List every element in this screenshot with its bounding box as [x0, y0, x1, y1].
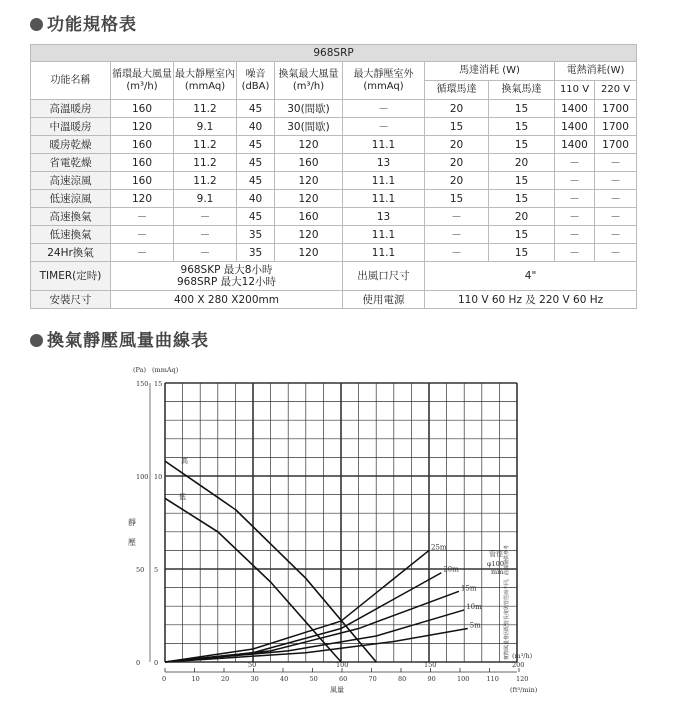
- table-cell: 120: [275, 136, 343, 154]
- table-cell: 120: [275, 226, 343, 244]
- pa-tick-label: 50: [136, 566, 145, 574]
- table-cell: －: [111, 226, 174, 244]
- spec-title-text: 功能規格表: [47, 15, 137, 35]
- power-label: 使用電源: [343, 291, 425, 309]
- header-noise: 噪音(dBA): [237, 62, 275, 100]
- table-cell: 15: [489, 226, 555, 244]
- table-cell: 15: [489, 100, 555, 118]
- table-cell: －: [555, 208, 595, 226]
- table-cell: 1700: [595, 118, 637, 136]
- pipe-label-2: φ100: [487, 560, 504, 568]
- power-value: 110 V 60 Hz 及 220 V 60 Hz: [425, 291, 637, 309]
- cfm-tick-label: 0: [162, 675, 167, 683]
- header-name: 功能名稱: [31, 62, 111, 100]
- table-cell: 11.1: [343, 172, 425, 190]
- table-cell: 40: [237, 190, 275, 208]
- table-cell: 160: [275, 154, 343, 172]
- table-cell: 15: [425, 190, 489, 208]
- table-cell: －: [111, 244, 174, 262]
- table-cell: 1400: [555, 136, 595, 154]
- timer-line-2: 968SRP 最大12小時: [176, 276, 277, 288]
- cfm-tick-label: 40: [280, 675, 289, 683]
- row-name: 低速換氣: [31, 226, 111, 244]
- pa-tick-label: 150: [136, 380, 149, 388]
- table-cell: 40: [237, 118, 275, 136]
- table-cell: 15: [489, 136, 555, 154]
- m3h-tick-label: 150: [424, 661, 437, 669]
- row-name: 24Hr換氣: [31, 244, 111, 262]
- fan-label-low: 低: [179, 493, 186, 501]
- table-cell: －: [555, 226, 595, 244]
- mmaq-unit-label: (mmAq): [152, 366, 179, 374]
- m3h-tick-label: 100: [336, 661, 349, 669]
- table-cell: 160: [275, 208, 343, 226]
- table-cell: －: [174, 208, 237, 226]
- table-cell: －: [595, 208, 637, 226]
- duct-curve-label: 10m: [466, 602, 482, 611]
- table-cell: 15: [489, 172, 555, 190]
- row-name: 高溫暖房: [31, 100, 111, 118]
- table-cell: 15: [425, 118, 489, 136]
- table-cell: 30(間歇): [275, 100, 343, 118]
- duct-curve-label: 25m: [431, 543, 447, 552]
- header-heater: 電熱消耗(W): [555, 62, 637, 81]
- row-name: 暖房乾燥: [31, 136, 111, 154]
- table-cell: －: [425, 208, 489, 226]
- table-cell: 20: [425, 154, 489, 172]
- cfm-tick-label: 70: [368, 675, 377, 683]
- table-cell: －: [343, 100, 425, 118]
- header-motor: 馬達消耗 (W): [425, 62, 555, 81]
- table-cell: 20: [425, 172, 489, 190]
- table-cell: 45: [237, 100, 275, 118]
- table-cell: 20: [425, 100, 489, 118]
- table-cell: 1700: [595, 100, 637, 118]
- table-cell: 1700: [595, 136, 637, 154]
- model-name: 968SRP: [31, 45, 637, 62]
- m3h-tick-label: 50: [248, 661, 257, 669]
- table-cell: 11.1: [343, 190, 425, 208]
- table-cell: －: [555, 172, 595, 190]
- table-cell: 45: [237, 172, 275, 190]
- table-cell: 20: [489, 208, 555, 226]
- y-axis-label-1: 靜: [128, 518, 136, 527]
- table-cell: 120: [111, 190, 174, 208]
- cfm-tick-label: 100: [457, 675, 470, 683]
- table-cell: －: [425, 226, 489, 244]
- outlet-label: 出風口尺寸: [343, 262, 425, 291]
- table-cell: －: [595, 154, 637, 172]
- table-cell: －: [174, 226, 237, 244]
- table-cell: 1400: [555, 100, 595, 118]
- header-motor-circ: 循環馬達: [425, 81, 489, 100]
- table-cell: 160: [111, 100, 174, 118]
- pa-tick-label: 100: [136, 473, 149, 481]
- table-cell: 20: [425, 136, 489, 154]
- m3h-unit-label: (m³/h): [512, 652, 533, 660]
- table-cell: 9.1: [174, 190, 237, 208]
- cfm-tick-label: 30: [250, 675, 259, 683]
- row-name: 省電乾燥: [31, 154, 111, 172]
- header-circ-air: 循環最大風量(m³/h): [111, 62, 174, 100]
- cfm-tick-label: 60: [339, 675, 348, 683]
- cfm-tick-label: 90: [427, 675, 436, 683]
- cfm-tick-label: 50: [309, 675, 318, 683]
- table-cell: 45: [237, 154, 275, 172]
- table-cell: 11.2: [174, 172, 237, 190]
- row-name: 高速涼風: [31, 172, 111, 190]
- duct-curve-label: 15m: [460, 584, 477, 593]
- table-cell: 120: [275, 190, 343, 208]
- side-note: 實際風量會因配管長度與管徑而不同，曲線圖供參考: [504, 544, 510, 660]
- table-cell: 9.1: [174, 118, 237, 136]
- header-static-out: 最大靜壓室外(mmAq): [343, 62, 425, 100]
- cfm-unit-label: (ft³/min): [510, 686, 538, 694]
- row-name: 低速涼風: [31, 190, 111, 208]
- table-cell: －: [595, 172, 637, 190]
- x-axis-label: 風量: [330, 686, 344, 694]
- table-cell: 160: [111, 136, 174, 154]
- fan-label-high: 高: [181, 457, 188, 465]
- cfm-tick-label: 120: [516, 675, 529, 683]
- m3h-tick-label: 200: [512, 661, 525, 669]
- table-cell: －: [555, 190, 595, 208]
- duct-curve-label: 5m: [469, 621, 481, 630]
- cfm-tick-label: 10: [191, 675, 200, 683]
- timer-line-1: 968SKP 最大8小時: [180, 264, 273, 276]
- header-heater-110: 110 V: [555, 81, 595, 100]
- table-cell: 15: [489, 118, 555, 136]
- header-static-in: 最大靜壓室內(mmAq): [174, 62, 237, 100]
- table-cell: 11.2: [174, 136, 237, 154]
- pipe-label-3: mm: [491, 568, 504, 576]
- table-cell: 120: [275, 244, 343, 262]
- pa-tick-label: 0: [136, 659, 141, 667]
- y-axis-label-2: 壓: [128, 538, 136, 547]
- table-cell: 35: [237, 244, 275, 262]
- table-cell: －: [111, 208, 174, 226]
- table-cell: 11.1: [343, 244, 425, 262]
- install-label: 安裝尺寸: [31, 291, 111, 309]
- table-cell: 20: [489, 154, 555, 172]
- table-cell: 15: [489, 190, 555, 208]
- table-cell: 11.1: [343, 226, 425, 244]
- mmaq-tick-label: 15: [154, 380, 163, 388]
- cfm-tick-label: 20: [221, 675, 230, 683]
- timer-label: TIMER(定時): [31, 262, 111, 291]
- row-name: 高速換氣: [31, 208, 111, 226]
- cfm-tick-label: 80: [398, 675, 407, 683]
- table-cell: 45: [237, 208, 275, 226]
- pipe-label-1: 管徑: [489, 550, 503, 558]
- curve-title-text: 換氣靜壓風量曲線表: [47, 331, 209, 351]
- header-heater-220: 220 V: [595, 81, 637, 100]
- mmaq-tick-label: 5: [154, 566, 159, 574]
- table-cell: 13: [343, 208, 425, 226]
- table-cell: 11.2: [174, 154, 237, 172]
- header-motor-vent: 換氣馬達: [489, 81, 555, 100]
- table-cell: 120: [111, 118, 174, 136]
- table-cell: 15: [489, 244, 555, 262]
- table-cell: 160: [111, 172, 174, 190]
- table-cell: －: [174, 244, 237, 262]
- cfm-tick-label: 110: [486, 675, 499, 683]
- pa-unit-label: (Pa): [133, 366, 147, 374]
- row-name: 中溫暖房: [31, 118, 111, 136]
- table-cell: 11.1: [343, 136, 425, 154]
- table-cell: －: [595, 190, 637, 208]
- table-cell: 35: [237, 226, 275, 244]
- table-cell: 1400: [555, 118, 595, 136]
- table-cell: －: [555, 154, 595, 172]
- header-vent-air: 換氣最大風量(m³/h): [275, 62, 343, 100]
- duct-curve-label: 20m: [443, 565, 459, 574]
- table-cell: －: [595, 226, 637, 244]
- mmaq-tick-label: 10: [154, 473, 163, 481]
- table-cell: 160: [111, 154, 174, 172]
- table-cell: －: [343, 118, 425, 136]
- table-cell: 45: [237, 136, 275, 154]
- outlet-value: 4": [425, 262, 637, 291]
- install-value: 400 X 280 X200mm: [111, 291, 343, 309]
- table-cell: －: [425, 244, 489, 262]
- table-cell: 120: [275, 172, 343, 190]
- table-cell: －: [555, 244, 595, 262]
- table-cell: 13: [343, 154, 425, 172]
- table-cell: －: [595, 244, 637, 262]
- table-cell: 11.2: [174, 100, 237, 118]
- mmaq-tick-label: 0: [154, 659, 159, 667]
- table-cell: 30(間歇): [275, 118, 343, 136]
